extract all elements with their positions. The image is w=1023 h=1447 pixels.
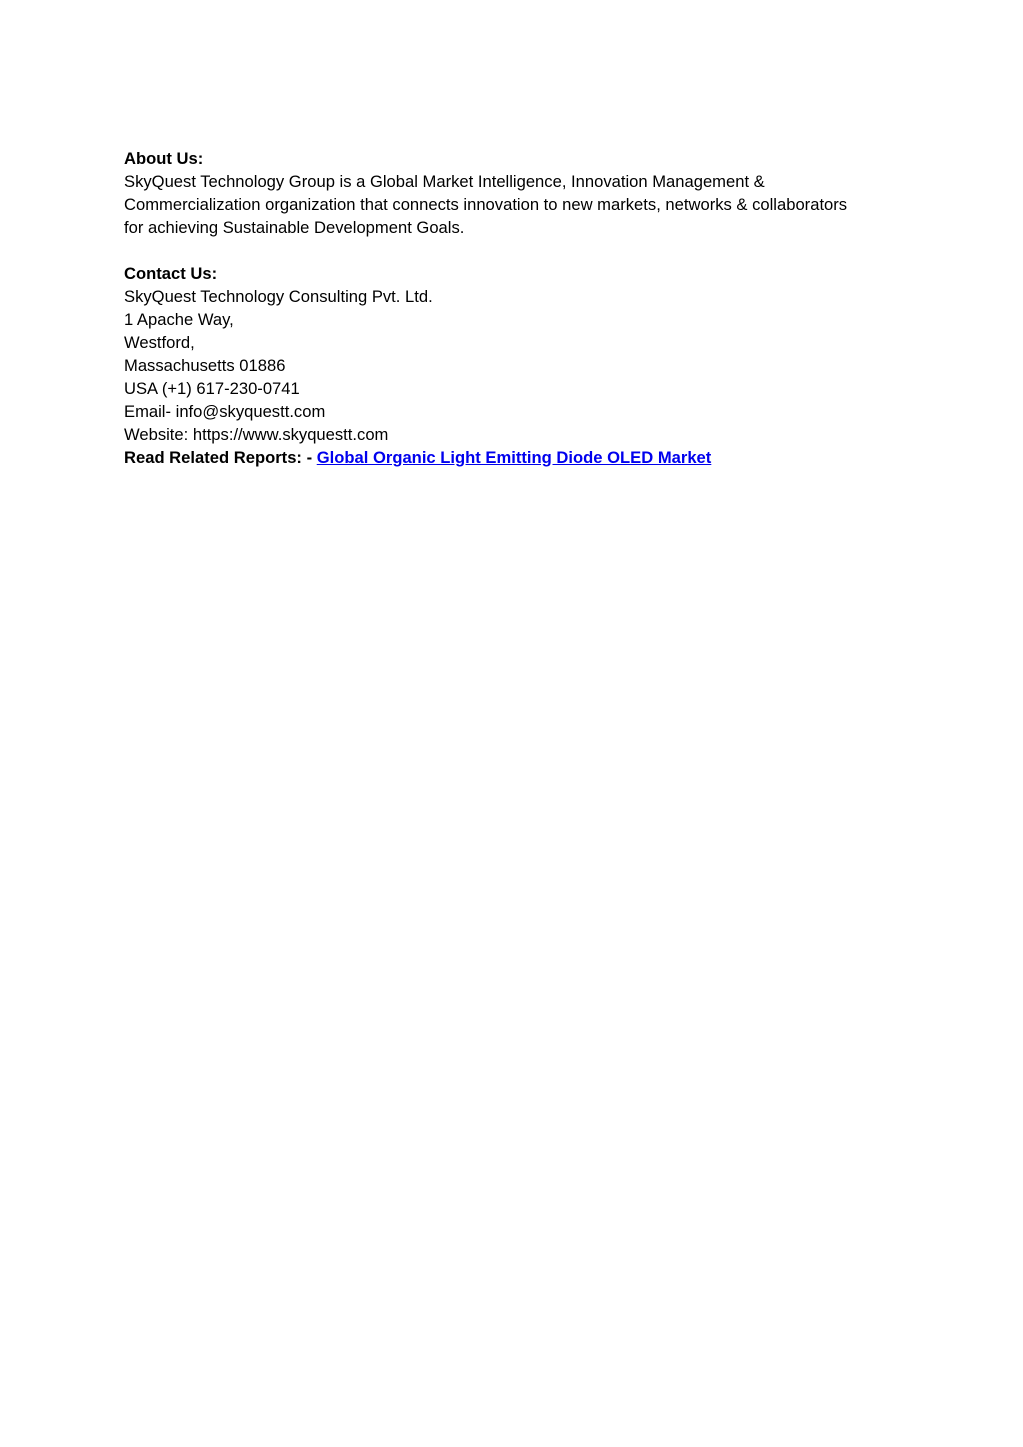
section-spacer <box>124 239 904 262</box>
contact-section <box>124 262 904 469</box>
contact-email: Email- info@skyquestt.com <box>124 402 326 421</box>
about-section <box>124 147 904 239</box>
contact-state-zip: Massachusetts 01886 <box>124 356 286 375</box>
contact-company: SkyQuest Technology Consulting Pvt. Ltd. <box>124 287 433 306</box>
contact-heading: Contact Us: <box>124 264 218 283</box>
about-heading: About Us: <box>124 149 204 168</box>
related-reports-label: Read Related Reports: - <box>124 448 317 467</box>
related-report-link[interactable]: Global Organic Light Emitting Diode OLED Market <box>316 448 712 467</box>
contact-street: 1 Apache Way, <box>124 310 234 329</box>
document-content <box>124 147 904 469</box>
about-text-line-3: for achieving Sustainable Development Goals. <box>124 218 465 237</box>
about-text-line-2: Commercialization organization that connects innovation to new markets, networks & collaborators <box>124 195 848 214</box>
contact-city: Westford, <box>124 333 195 352</box>
contact-website: Website: https://www.skyquestt.com <box>124 425 389 444</box>
contact-phone: USA (+1) 617-230-0741 <box>124 379 300 398</box>
related-reports-line <box>124 446 904 469</box>
about-text-line-1: SkyQuest Technology Group is a Global Market Intelligence, Innovation Management & <box>124 172 765 191</box>
